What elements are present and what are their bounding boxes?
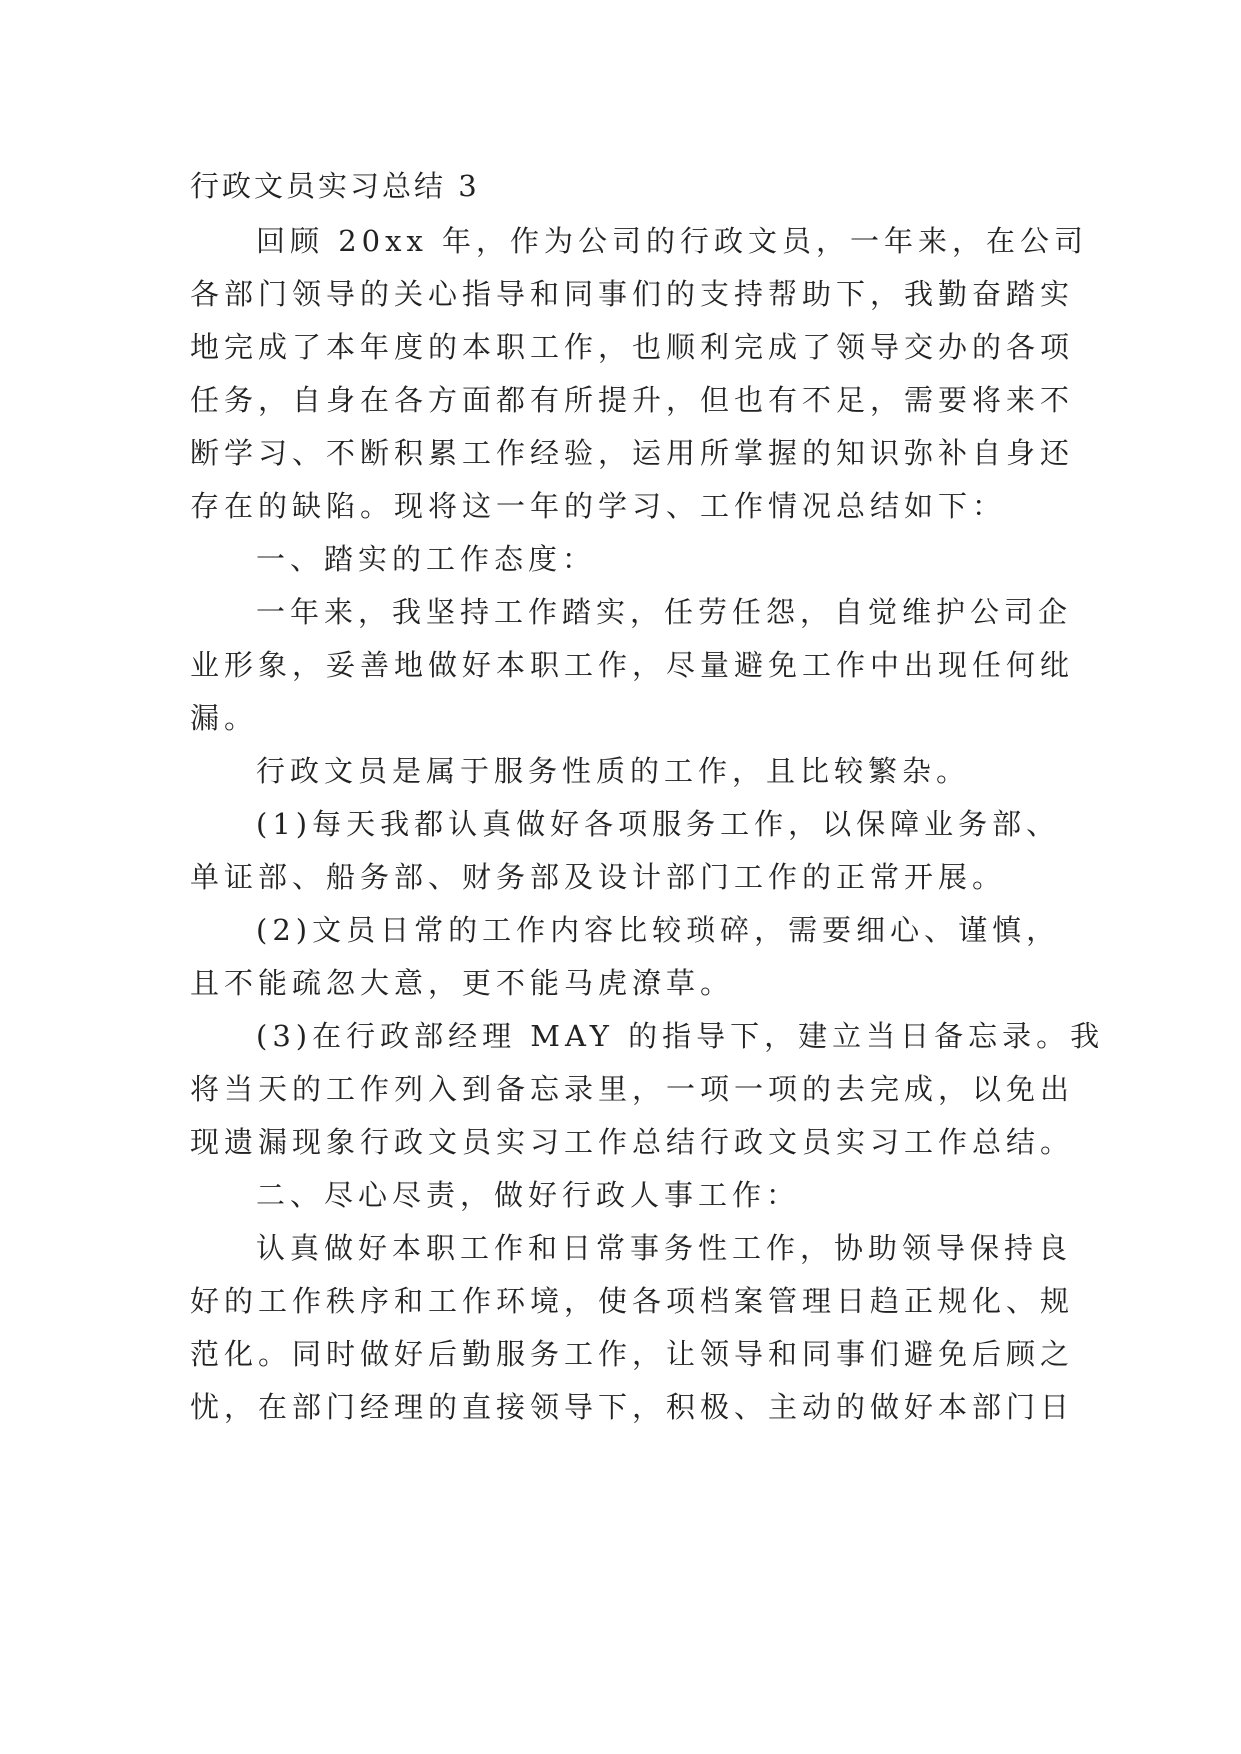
paragraph-line: 存在的缺陷。现将这一年的学习、工作情况总结如下： [190, 489, 1007, 523]
list-item-line: (2)文员日常的工作内容比较琐碎，需要细心、谨慎， [256, 913, 1061, 947]
list-item-line: (3)在行政部经理 MAY 的指导下，建立当日备忘录。我 [256, 1019, 1105, 1053]
list-item-line: 且不能疏忽大意，更不能马虎潦草。 [190, 966, 735, 1000]
paragraph-line: 回顾 20xx 年，作为公司的行政文员，一年来，在公司 [256, 224, 1089, 258]
list-item-line: 将当天的工作列入到备忘录里，一项一项的去完成，以免出 [190, 1072, 1075, 1106]
paragraph-line: 各部门领导的关心指导和同事们的支持帮助下，我勤奋踏实 [190, 277, 1075, 311]
list-item-line: 现遗漏现象行政文员实习工作总结行政文员实习工作总结。 [190, 1125, 1075, 1159]
paragraph-line: 漏。 [190, 701, 259, 735]
paragraph-line: 忧，在部门经理的直接领导下，积极、主动的做好本部门日 [190, 1390, 1075, 1424]
section-heading: 二、尽心尽责，做好行政人事工作： [256, 1178, 801, 1212]
list-item-line: (1)每天我都认真做好各项服务工作，以保障业务部、 [256, 807, 1061, 841]
section-heading: 一、踏实的工作态度： [256, 542, 597, 576]
paragraph-line: 一年来，我坚持工作踏实，任劳任怨，自觉维护公司企 [256, 595, 1073, 629]
paragraph-line: 业形象，妥善地做好本职工作，尽量避免工作中出现任何纰 [190, 648, 1075, 682]
paragraph-line: 好的工作秩序和工作环境，使各项档案管理日趋正规化、规 [190, 1284, 1075, 1318]
paragraph-line: 地完成了本年度的本职工作，也顺利完成了领导交办的各项 [190, 330, 1075, 364]
document-title: 行政文员实习总结 3 [190, 169, 480, 203]
paragraph-line: 范化。同时做好后勤服务工作，让领导和同事们避免后顾之 [190, 1337, 1075, 1371]
paragraph-line: 任务，自身在各方面都有所提升，但也有不足，需要将来不 [190, 383, 1075, 417]
paragraph-line: 认真做好本职工作和日常事务性工作，协助领导保持良 [256, 1231, 1073, 1265]
list-item-line: 单证部、船务部、财务部及设计部门工作的正常开展。 [190, 860, 1007, 894]
paragraph-line: 行政文员是属于服务性质的工作，且比较繁杂。 [256, 754, 971, 788]
paragraph-line: 断学习、不断积累工作经验，运用所掌握的知识弥补自身还 [190, 436, 1075, 470]
